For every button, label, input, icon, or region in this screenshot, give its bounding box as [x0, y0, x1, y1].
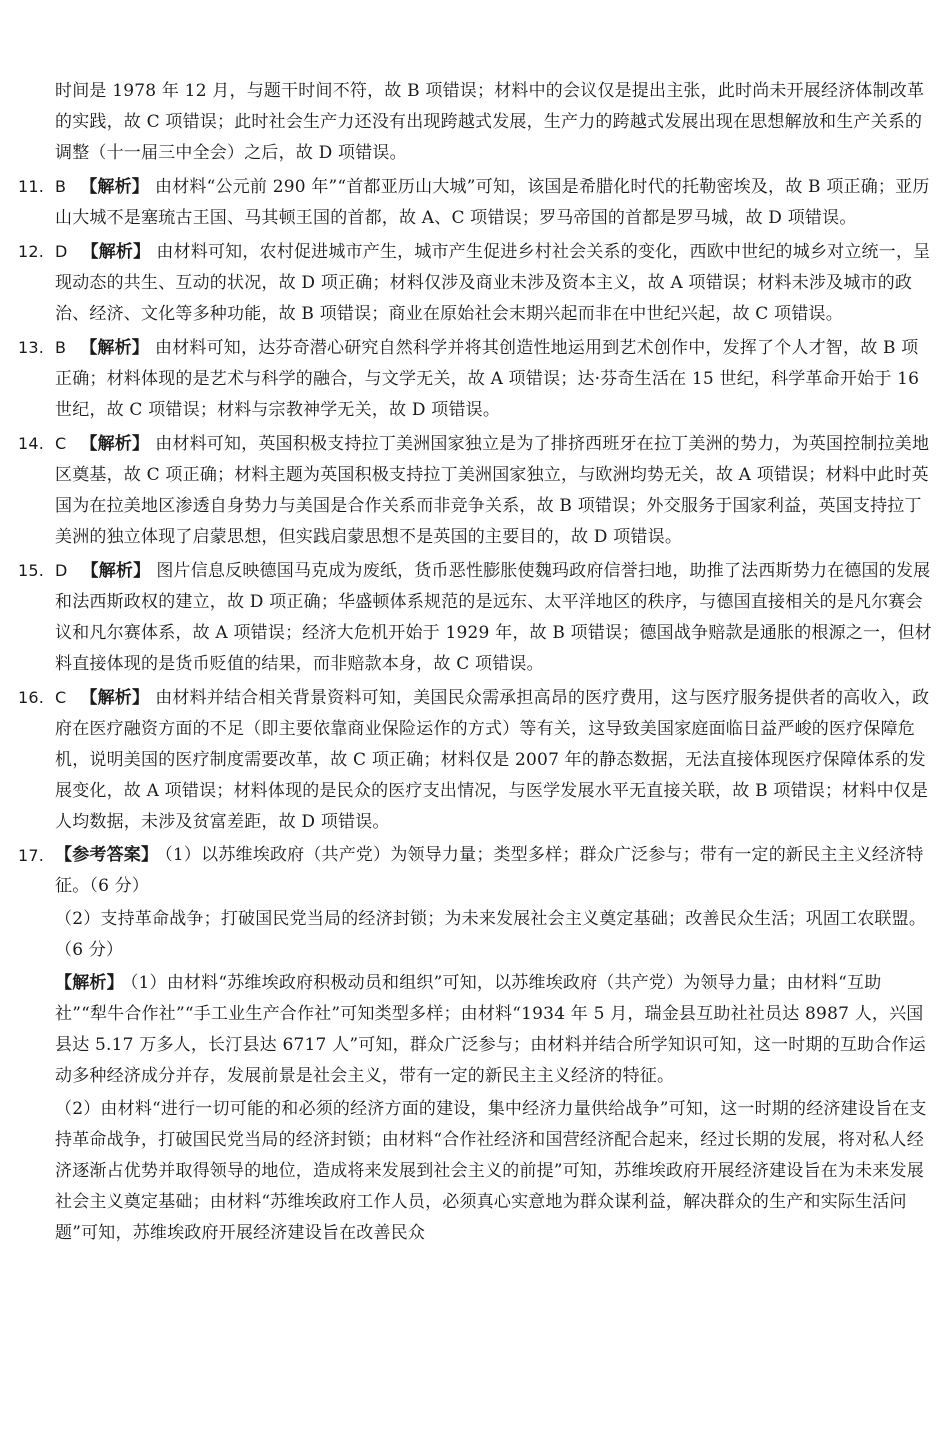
answer-item-13 — [18, 332, 932, 426]
question-number: 13. — [18, 338, 45, 357]
question-number: 17. — [18, 846, 45, 865]
answer-item-14 — [18, 428, 932, 553]
answer-letter: C — [55, 688, 67, 707]
answer-item-16 — [18, 682, 932, 838]
analysis-text: 由材料并结合相关背景资料可知，美国民众需承担高昂的医疗费用，这与医疗服务提供者的高收入，政府在医疗融资方面的不足（即主要依靠商业保险运作的方式）等有关，这导致美国家庭面临日益严峻的医疗保障危机，说明美国的医疗制度需要改革，故 C 项正确；材料仅是 2007 年的静态数据，无法直接体现医疗保障体系的发展变化，故 A 项错误；材料体现的是民众的医疗支出情况，与医学发展水平无直接关联，故 B 项错误；材料中仅是人均数据，未涉及贫富差距，故 D 项错误。 — [55, 688, 930, 832]
answer-letter: D — [55, 561, 68, 580]
analysis-tag: 【解析】 — [55, 973, 124, 993]
answer-item-12 — [18, 236, 932, 330]
answer-letter: C — [55, 434, 67, 453]
analysis-text: 由材料“公元前 290 年”“首都亚历山大城”可知，该国是希腊化时代的托勒密埃及，故 B 项正确；亚历山大城不是塞琉古王国、马其顿王国的首都，故 A、C 项错误；罗马帝国的首都是罗马城，故 D 项错误。 — [55, 177, 930, 228]
reference-answer-part-2: （2）支持革命战争；打破国民党当局的经济封锁；为未来发展社会主义奠定基础；改善民众生活；巩固工农联盟。（6 分） — [55, 909, 927, 960]
analysis-text: 由材料可知，农村促进城市产生，城市产生促进乡村社会关系的变化，西欧中世纪的城乡对立统一，呈现动态的共生、互动的状况，故 D 项正确；材料仅涉及商业未涉及资本主义，故 A 项错误；材料未涉及城市的政治、经济、文化等多种功能，故 B 项错误；商业在原始社会末期兴起而非在中世纪兴起，故 C 项错误。 — [55, 242, 931, 324]
analysis-tag: 【解析】 — [80, 434, 150, 454]
question-number: 12. — [18, 242, 45, 261]
answer-letter: B — [55, 338, 67, 357]
answer-item-15 — [18, 555, 932, 680]
answer-item-11 — [18, 171, 932, 234]
question-number: 15. — [18, 561, 45, 580]
analysis-tag: 【解析】 — [80, 177, 149, 197]
analysis-part-2: （2）由材料“进行一切可能的和必须的经济方面的建设，集中经济力量供给战争”可知，这一时期的经济建设旨在支持革命战争，打破国民党当局的经济封锁；由材料“合作社经济和国营经济配合起来，经过长期的发展，将对私人经济逐渐占优势并取得领导的地位，造成将来发展到社会主义的前提”可知，苏维埃政府开展经济建设旨在为未来发展社会主义奠定基础；由材料“苏维埃政府工作人员，必须真心实意地为群众谋利益，解决群众的生产和实际生活问题”可知，苏维埃政府开展经济建设旨在改善民众 — [55, 1099, 927, 1243]
analysis-part-1-text: （1）由材料“苏维埃政府积极动员和组织”可知，以苏维埃政府（共产党）为领导力量；由材料“互助社”“犁牛合作社”“手工业生产合作社”可知类型多样；由材料“1934 年 5 月，瑞金县互助社社员达 8987 人，兴国县达 5.17 万多人，长汀县达 6717 人”可知，群众广泛参与；由材料并结合所学知识可知，这一时期的互助合作运动多种经济成分并存，发展前景是社会主义，带有一定的新民主主义经济的特征。 — [55, 973, 926, 1086]
analysis-tag: 【解析】 — [81, 561, 151, 581]
reference-answer-part-1: （1）以苏维埃政府（共产党）为领导力量；类型多样；群众广泛参与；带有一定的新民主主义经济特征。（6 分） — [55, 845, 924, 896]
analysis-tag: 【解析】 — [80, 338, 149, 358]
analysis-text: 图片信息反映德国马克成为废纸，货币恶性膨胀使魏玛政府信誉扫地，助推了法西斯势力在德国的发展和法西斯政权的建立，故 D 项正确；华盛顿体系规范的是远东、太平洋地区的秩序，与德国直接相关的是凡尔赛会议和凡尔赛体系，故 A 项错误；经济大危机开始于 1929 年，故 B 项错误；德国战争赔款是通胀的根源之一，但材料直接体现的是货币贬值的结果，而非赔款本身，故 C 项错误。 — [55, 561, 932, 674]
answer-item-17 — [18, 840, 932, 902]
question-number: 11. — [18, 177, 45, 196]
analysis-text: 由材料可知，英国积极支持拉丁美洲国家独立是为了排挤西班牙在拉丁美洲的势力，为英国控制拉美地区奠基，故 C 项正确；材料主题为英国积极支持拉丁美洲国家独立，与欧洲均势无关，故 A 项错误；材料中此时英国为在拉美地区渗透自身势力与美国是合作关系而非竞争关系，故 B 项错误；外交服务于国家利益，英国支持拉丁美洲的独立体现了启蒙思想，但实践启蒙思想不是英国的主要目的，故 D 项错误。 — [55, 434, 930, 547]
continued-paragraph: 时间是 1978 年 12 月，与题干时间不符，故 B 项错误；材料中的会议仅是提出主张，此时尚未开展经济体制改革的实践，故 C 项错误；此时社会生产力还没有出现跨越式发展，生产力的跨越式发展出现在思想解放和生产关系的调整（十一届三中全会）之后，故 D 项错误。 — [55, 81, 925, 163]
reference-answer-tag: 【参考答案】 — [55, 845, 159, 865]
analysis-tag: 【解析】 — [81, 242, 151, 262]
answer-letter: B — [55, 177, 67, 196]
analysis-text: 由材料可知，达芬奇潜心研究自然科学并将其创造性地运用到艺术创作中，发挥了个人才智，故 B 项正确；材料体现的是艺术与科学的融合，与文学无关，故 A 项错误；达·芬奇生活在 15 世纪，科学革命开始于 16 世纪，故 C 项错误；材料与宗教神学无关，故 D 项错误。 — [55, 338, 920, 420]
question-number: 16. — [18, 688, 45, 707]
answer-letter: D — [55, 242, 68, 261]
question-number: 14. — [18, 434, 45, 453]
analysis-tag: 【解析】 — [80, 688, 150, 708]
analysis-part-1 — [18, 968, 932, 1092]
